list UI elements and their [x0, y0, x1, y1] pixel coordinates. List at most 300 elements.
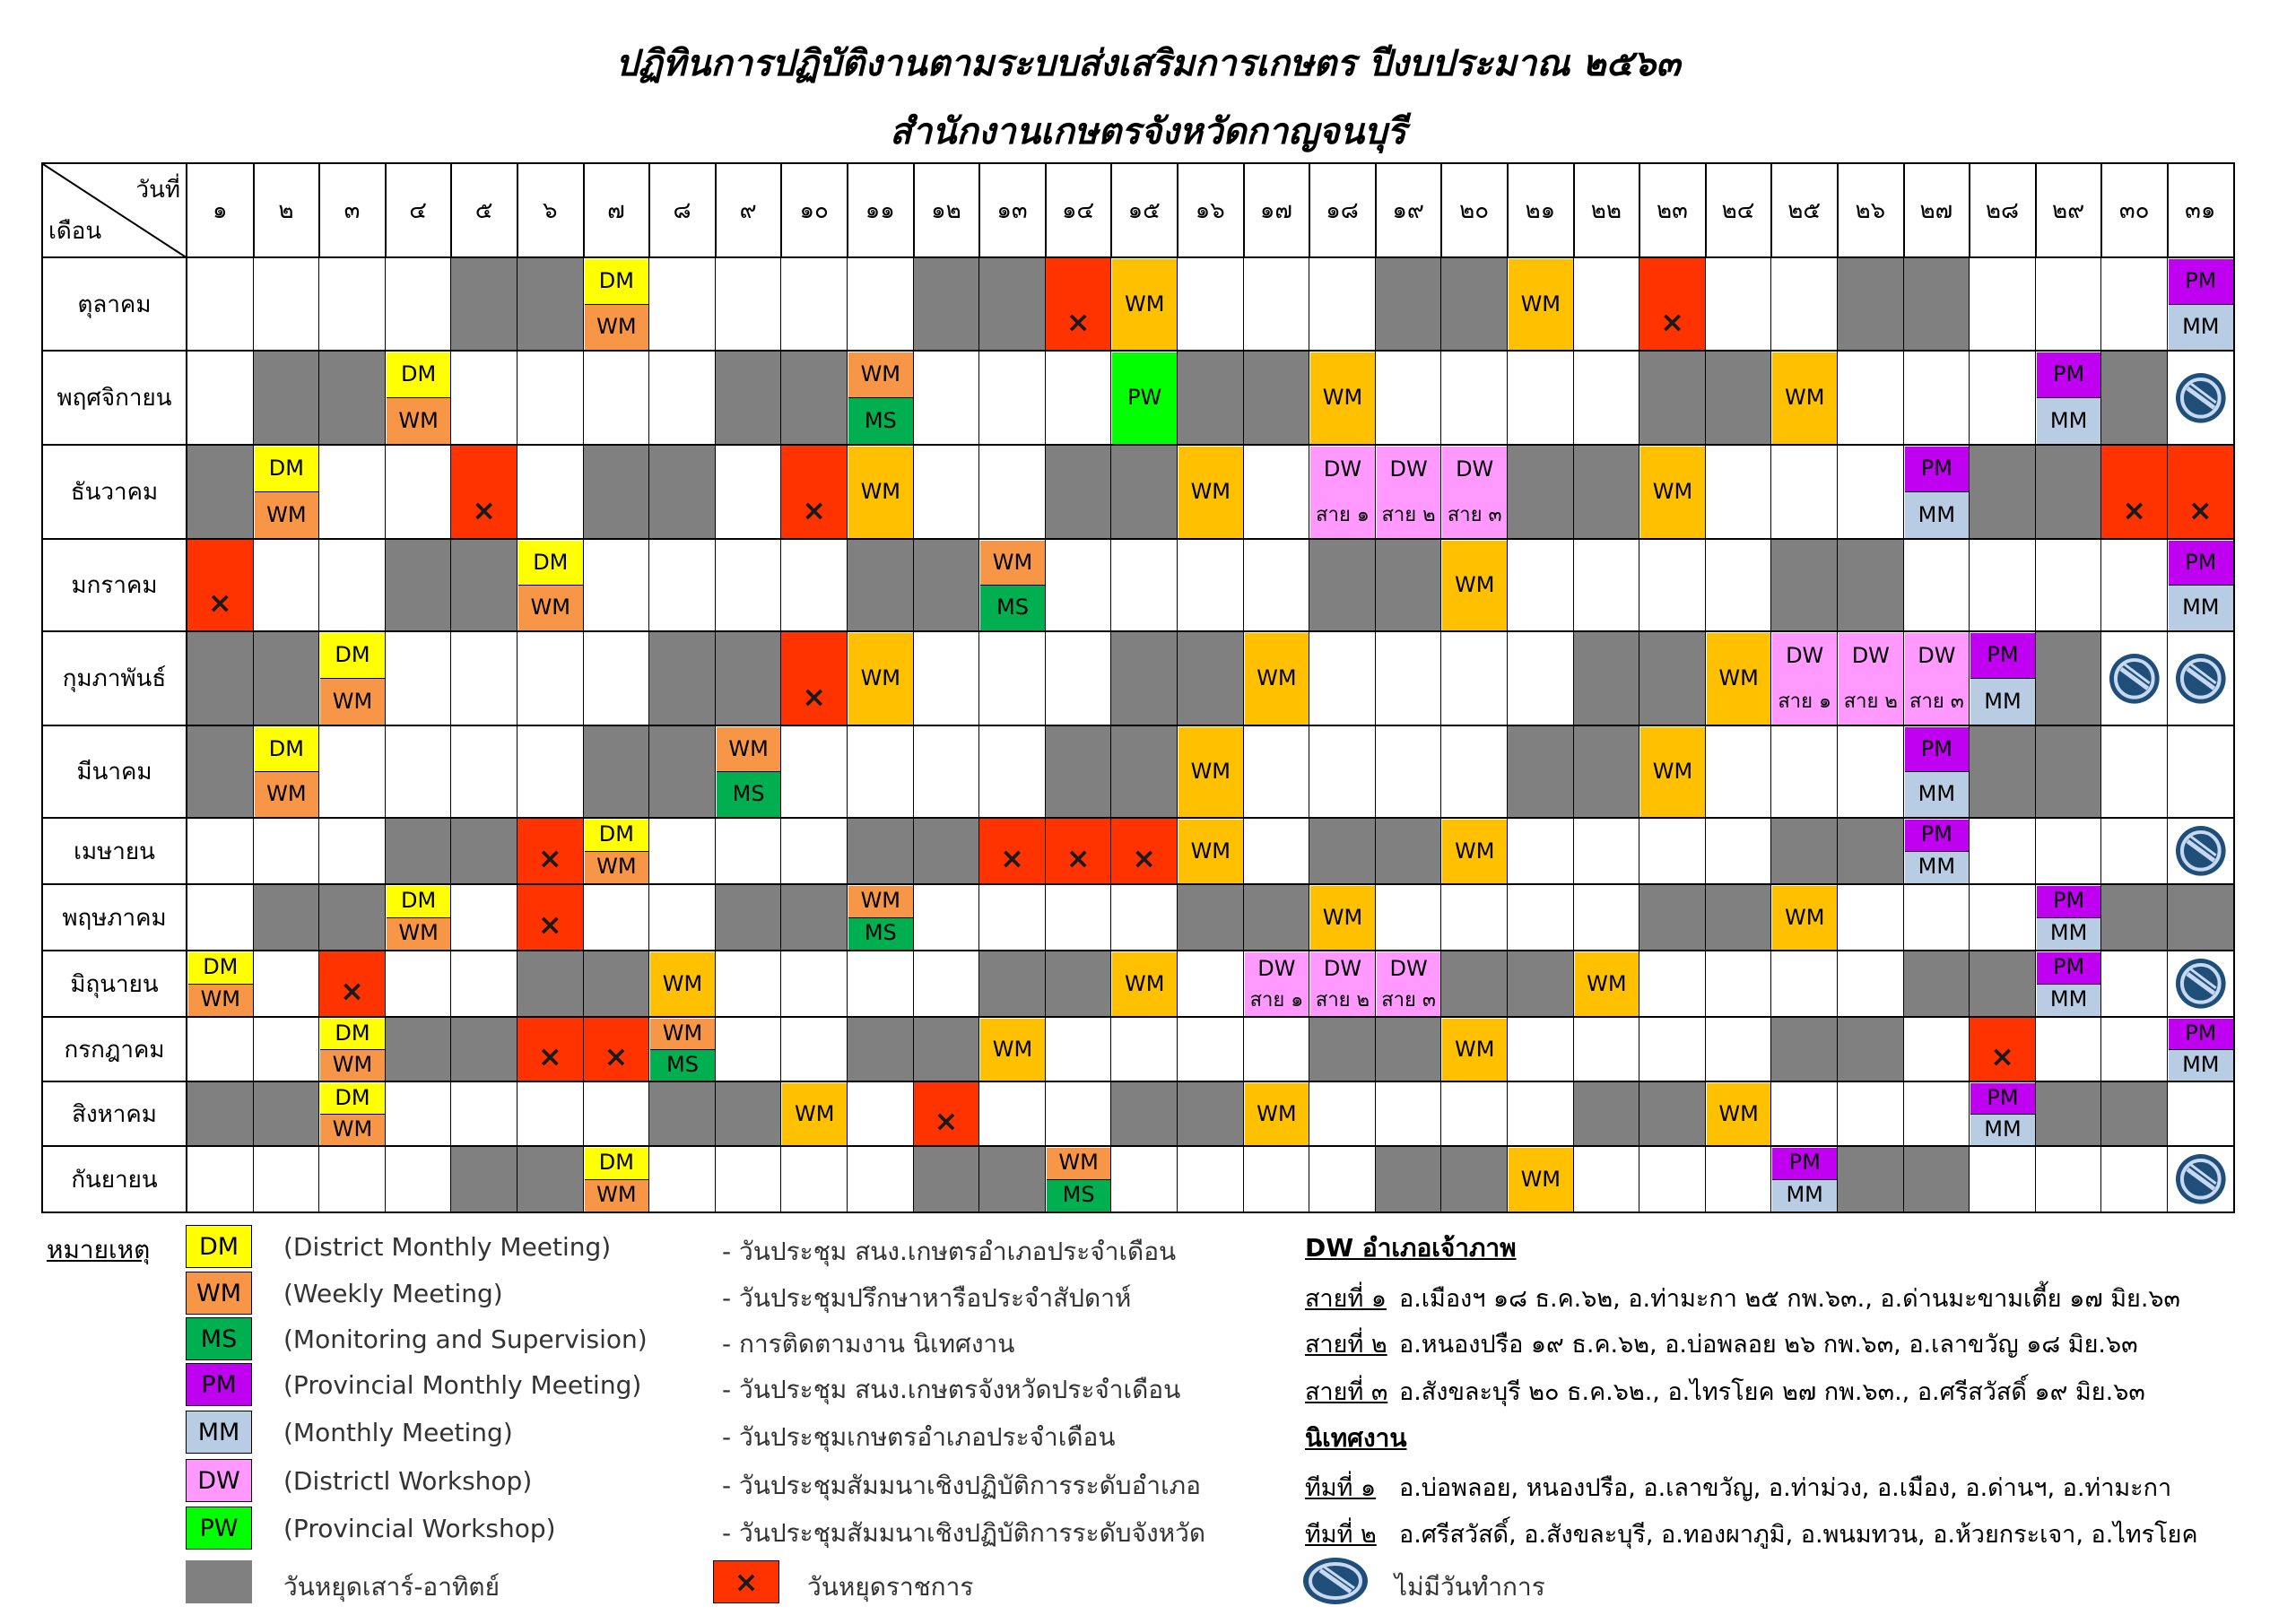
day-cell: [979, 1147, 1047, 1213]
day-cell: [1904, 540, 1971, 632]
event-code: WM: [1322, 904, 1363, 930]
day-cell: [2168, 951, 2235, 1018]
day-cell: [649, 632, 717, 726]
event-code: MM: [2182, 1051, 2220, 1077]
event-dw: [1442, 447, 1507, 538]
day-cell: [187, 885, 255, 951]
day-number: ๑๖: [1195, 197, 1225, 224]
legend-swatch-mm: [186, 1411, 252, 1454]
event-wm: [717, 727, 781, 772]
event-code: WM: [1124, 970, 1165, 996]
event-mm: [1772, 1180, 1837, 1212]
day-cell: [1441, 258, 1509, 352]
day-cell: [979, 446, 1047, 540]
day-cell: [187, 352, 255, 446]
event-pw: [1112, 352, 1177, 444]
day-cell: [914, 1082, 981, 1147]
event-wm: [1509, 259, 1573, 350]
event-route: สาย ๒: [1315, 989, 1370, 1012]
dw-label: สายที่ ๒: [1305, 1331, 1387, 1359]
day-cell: [517, 446, 585, 540]
day-header-cell: [649, 162, 717, 258]
legend-swatch-dm: [186, 1225, 252, 1268]
day-cell: [1441, 885, 1509, 951]
day-cell: [848, 1147, 915, 1213]
day-cell: [1376, 819, 1443, 885]
day-cell: [1376, 352, 1443, 446]
month-name: มกราคม: [71, 572, 158, 599]
day-cell: [1376, 1082, 1443, 1147]
day-cell: [1706, 446, 1773, 540]
day-cell: [781, 632, 848, 726]
day-cell: [979, 726, 1047, 819]
day-cell: [1441, 352, 1509, 446]
event-code: WM: [860, 361, 901, 387]
day-cell: [2036, 540, 2103, 632]
month-axis-label: เดือน: [48, 218, 102, 245]
day-header-cell: [716, 162, 783, 258]
day-cell: [1574, 1018, 1641, 1082]
noworkday-icon: [2168, 1147, 2233, 1211]
day-cell: [781, 540, 848, 632]
page-title: ปฏิทินการปฏิบัติงานตามระบบส่งเสริมการเกษตร ปีงบประมาณ ๒๕๖๓: [615, 43, 1681, 84]
day-number: ๑๐: [799, 197, 829, 224]
day-cell: [914, 1147, 981, 1213]
day-header-cell: [1376, 162, 1443, 258]
day-cell: [1178, 1147, 1245, 1213]
event-dm: [585, 820, 649, 852]
holiday-x-icon: ×: [1065, 841, 1091, 876]
day-cell: [2036, 1147, 2103, 1213]
day-cell: [1706, 352, 1773, 446]
legend-swatch-dw: [186, 1459, 252, 1502]
day-cell: [1309, 726, 1377, 819]
ms-heading: นิเทศงาน: [1305, 1423, 1407, 1453]
event-dm: [188, 952, 253, 985]
day-cell: [1508, 951, 1575, 1018]
event-dm: [255, 727, 319, 772]
event-code: WM: [992, 549, 1033, 575]
day-number: ๘: [673, 197, 691, 224]
day-cell: [1838, 885, 1905, 951]
event-mm: [2037, 985, 2101, 1017]
day-cell: [1178, 352, 1245, 446]
event-pm: [1905, 447, 1970, 492]
day-cell: [1771, 951, 1839, 1018]
day-cell: [386, 1082, 453, 1147]
day-header-cell: [1771, 162, 1839, 258]
legend-noworkday-label: ไม่มีวันทำการ: [1395, 1572, 1545, 1602]
day-cell: [649, 258, 717, 352]
legend-english: (Monitoring and Supervision): [283, 1324, 648, 1354]
holiday-x-icon: ×: [604, 1038, 629, 1073]
day-cell: [1639, 1018, 1707, 1082]
event-pm: [2169, 541, 2233, 586]
day-cell: [1706, 258, 1773, 352]
event-ms: [848, 918, 913, 951]
event-dw: [1377, 447, 1441, 538]
ms-label: ทีมที่ ๑: [1305, 1474, 1377, 1502]
day-cell: [2101, 1147, 2169, 1213]
day-cell: [1706, 1018, 1773, 1082]
day-cell: [1838, 446, 1905, 540]
event-pm: [2169, 1019, 2233, 1050]
day-number: ๒๑: [1525, 197, 1556, 224]
day-cell: [1178, 632, 1245, 726]
day-cell: [1441, 632, 1509, 726]
day-number: ๑๑: [865, 197, 895, 224]
event-code: WM: [662, 1020, 703, 1046]
event-wm: [320, 679, 385, 725]
month-label-cell: [41, 726, 187, 819]
event-code: DW: [1389, 955, 1428, 981]
holiday-x-icon: ×: [1065, 304, 1091, 339]
month-name: กุมภาพันธ์: [62, 665, 167, 692]
day-cell: [1639, 885, 1707, 951]
day-cell: [517, 352, 585, 446]
event-code: WM: [1718, 665, 1759, 691]
day-cell: [1574, 446, 1641, 540]
day-cell: [2101, 951, 2169, 1018]
day-cell: [517, 726, 585, 819]
day-cell: [716, 632, 783, 726]
legend-code: PW: [199, 1514, 239, 1542]
day-number: ๓: [344, 197, 361, 224]
day-header-cell: [1639, 162, 1707, 258]
event-wm: [848, 352, 913, 398]
day-cell: [319, 540, 387, 632]
day-cell: [1244, 819, 1311, 885]
month-label-cell: [41, 540, 187, 632]
event-ms: [1047, 1180, 1111, 1212]
event-wm: [1112, 952, 1177, 1016]
day-cell: [1376, 540, 1443, 632]
day-cell: [1244, 258, 1311, 352]
event-code: DW: [1323, 955, 1362, 981]
event-mm: [1905, 852, 1970, 884]
event-code: DW: [1456, 456, 1494, 482]
day-cell: [254, 632, 321, 726]
event-code: PW: [1127, 385, 1162, 411]
day-cell: [781, 885, 848, 951]
day-cell: [1046, 951, 1113, 1018]
day-cell: [716, 885, 783, 951]
day-cell: [1639, 951, 1707, 1018]
event-code: DM: [335, 1020, 370, 1046]
day-header-cell: [584, 162, 651, 258]
event-code: DM: [401, 888, 437, 914]
event-route: สาย ๒: [1381, 504, 1436, 527]
day-number: ๙: [739, 197, 757, 224]
event-code: DM: [598, 1150, 634, 1176]
event-code: PM: [2185, 267, 2217, 293]
day-cell: [584, 951, 651, 1018]
day-cell: [254, 819, 321, 885]
noworkday-icon: [2168, 951, 2233, 1016]
day-cell: [649, 819, 717, 885]
event-mm: [1970, 1115, 2035, 1146]
event-wm: [1772, 352, 1837, 444]
day-cell: [517, 951, 585, 1018]
legend-thai: - วันประชุม สนง.เกษตรอำเภอประจำเดือน: [722, 1237, 1177, 1266]
event-dm: [518, 541, 583, 586]
day-cell: [1111, 885, 1178, 951]
event-wm: [1707, 633, 1771, 725]
day-number: ๒๗: [1919, 197, 1953, 224]
day-cell: [254, 1018, 321, 1082]
day-number: ๑๘: [1326, 197, 1359, 224]
day-cell: [1838, 258, 1905, 352]
day-cell: [319, 1147, 387, 1213]
day-cell: [2036, 1018, 2103, 1082]
event-wm: [980, 1019, 1045, 1081]
day-cell: [187, 632, 255, 726]
day-header-cell: [781, 162, 848, 258]
day-cell: [1508, 540, 1575, 632]
holiday-x-icon: ×: [1990, 1038, 2014, 1073]
day-cell: [1970, 1018, 2037, 1082]
event-code: MS: [666, 1051, 699, 1077]
event-wm: [848, 886, 913, 918]
event-code: WM: [1652, 759, 1693, 785]
month-name: กันยายน: [71, 1166, 158, 1194]
day-cell: [1441, 951, 1509, 1018]
day-cell: [1639, 540, 1707, 632]
event-code: PM: [2185, 549, 2217, 575]
holiday-x-icon: ×: [1132, 841, 1157, 876]
day-number: ๑๔: [1062, 197, 1095, 224]
day-cell: [716, 1082, 783, 1147]
event-code: WM: [1454, 572, 1495, 598]
day-cell: [1111, 540, 1178, 632]
event-code: DW: [1851, 643, 1890, 669]
day-header-cell: [451, 162, 518, 258]
day-cell: [1178, 1082, 1245, 1147]
day-cell: [1508, 1082, 1575, 1147]
event-dm: [585, 1148, 649, 1180]
day-cell: [848, 540, 915, 632]
day-cell: [1309, 632, 1377, 726]
holiday-x-icon: ×: [1000, 841, 1024, 876]
day-cell: [2101, 819, 2169, 885]
event-code: DM: [598, 821, 634, 847]
day-cell: [254, 885, 321, 951]
event-code: DM: [533, 549, 569, 575]
day-cell: [649, 726, 717, 819]
day-number: ๑๒: [931, 197, 961, 224]
event-wm: [1575, 952, 1639, 1016]
day-cell: [1771, 258, 1839, 352]
day-cell: [979, 1082, 1047, 1147]
event-code: WM: [332, 1116, 373, 1142]
day-header-cell: [848, 162, 915, 258]
day-header-cell: [914, 162, 981, 258]
day-cell: [1244, 540, 1311, 632]
event-wm: [585, 305, 649, 351]
event-wm: [387, 398, 451, 444]
ms-text: อ.บ่อพลอย, หนองปรือ, อ.เลาขวัญ, อ.ท่าม่วง, อ.เมือง, อ.ด่านฯ, อ.ท่ามะกา: [1399, 1474, 2172, 1502]
day-cell: [781, 1147, 848, 1213]
day-cell: [584, 446, 651, 540]
day-cell: [1376, 1147, 1443, 1213]
day-cell: [1574, 352, 1641, 446]
day-cell: [1309, 258, 1377, 352]
day-cell: [781, 726, 848, 819]
day-cell: [386, 951, 453, 1018]
event-code: WM: [860, 665, 901, 691]
event-code: PM: [1920, 735, 1952, 761]
day-number: ๓๐: [2118, 197, 2150, 224]
day-cell: [584, 632, 651, 726]
event-code: MM: [1984, 1116, 2022, 1142]
day-cell: [914, 632, 981, 726]
day-cell: [2101, 726, 2169, 819]
day-cell: [1046, 632, 1113, 726]
legend-english: (Provincial Monthly Meeting): [283, 1370, 642, 1400]
day-cell: [1639, 819, 1707, 885]
day-header-cell: [1441, 162, 1509, 258]
day-cell: [1309, 540, 1377, 632]
day-cell: [914, 446, 981, 540]
day-cell: [848, 1018, 915, 1082]
event-code: WM: [332, 1051, 373, 1077]
holiday-x-icon: ×: [802, 492, 827, 527]
event-code: WM: [596, 1182, 637, 1208]
day-cell: [716, 819, 783, 885]
day-cell: [2036, 258, 2103, 352]
day-cell: [1244, 726, 1311, 819]
day-cell: [187, 446, 255, 540]
month-name: เมษายน: [74, 838, 155, 865]
event-code: WM: [1784, 904, 1825, 930]
day-number: ๒๔: [1721, 197, 1755, 224]
day-number: ๒๒: [1590, 197, 1622, 224]
dw-label: สายที่ ๑: [1305, 1285, 1387, 1313]
day-number: ๒๖: [1855, 197, 1886, 224]
event-route: สาย ๑: [1249, 989, 1304, 1012]
event-route: สาย ๓: [1909, 690, 1964, 714]
holiday-x-icon: ×: [537, 908, 562, 942]
day-cell: [517, 632, 585, 726]
day-cell: [2101, 446, 2169, 540]
event-code: WM: [1520, 1166, 1561, 1192]
day-cell: [914, 540, 981, 632]
day-cell: [1838, 540, 1905, 632]
dw-heading: DW อำเภอเจ้าภาพ: [1305, 1233, 1517, 1263]
event-code: MM: [2182, 595, 2220, 621]
day-cell: [1178, 951, 1245, 1018]
event-code: PM: [2185, 1020, 2217, 1046]
day-cell: [1046, 540, 1113, 632]
event-code: DM: [335, 1084, 370, 1110]
day-cell: [1904, 885, 1971, 951]
day-cell: [979, 352, 1047, 446]
day-cell: [1178, 258, 1245, 352]
event-code: WM: [1257, 665, 1297, 691]
noworkday-icon: [2101, 632, 2167, 725]
event-wm: [255, 772, 319, 817]
event-code: MM: [1918, 501, 1956, 527]
event-code: WM: [266, 781, 307, 807]
event-code: WM: [596, 854, 637, 880]
day-cell: [1970, 951, 2037, 1018]
day-cell: [1441, 1082, 1509, 1147]
day-cell: [1508, 352, 1575, 446]
holiday-x-icon: ×: [472, 492, 497, 527]
day-cell: [2101, 540, 2169, 632]
event-dm: [255, 447, 319, 492]
month-name: สิงหาคม: [72, 1100, 157, 1128]
day-header-cell: [1970, 162, 2037, 258]
holiday-x-icon: ×: [340, 974, 364, 1009]
day-cell: [1838, 1147, 1905, 1213]
event-dw: [1772, 633, 1837, 725]
legend-heading: หมายเหตุ: [47, 1235, 151, 1264]
event-wm: [1178, 447, 1243, 538]
page-subtitle: สำนักงานเกษตรจังหวัดกาญจนบุรี: [890, 111, 1406, 152]
day-header-cell: [2168, 162, 2235, 258]
legend-code: DW: [197, 1466, 240, 1495]
day-cell: [1309, 1147, 1377, 1213]
event-code: DW: [1323, 456, 1362, 482]
noworkday-icon: [2168, 352, 2233, 444]
day-number: ๒๙: [2052, 197, 2085, 224]
day-cell: [2036, 819, 2103, 885]
event-code: WM: [1124, 291, 1165, 317]
day-cell: [1508, 819, 1575, 885]
event-code: WM: [1454, 1036, 1495, 1062]
day-cell: [649, 446, 717, 540]
day-cell: [319, 726, 387, 819]
day-cell: [1046, 726, 1113, 819]
day-cell: [1376, 632, 1443, 726]
day-header-cell: [1178, 162, 1245, 258]
event-dw: [1377, 952, 1441, 1016]
legend-swatch-pm: [186, 1363, 252, 1406]
day-cell: [979, 258, 1047, 352]
day-cell: [517, 1147, 585, 1213]
day-cell: [1508, 1018, 1575, 1082]
day-cell: [1441, 726, 1509, 819]
day-cell: [1244, 885, 1311, 951]
day-cell: [649, 540, 717, 632]
day-number: ๗: [607, 197, 625, 224]
event-code: WM: [398, 407, 439, 433]
event-wm: [1112, 259, 1177, 350]
day-cell: [451, 726, 518, 819]
legend-noworkday-icon: [1300, 1556, 1370, 1606]
event-wm: [782, 1083, 847, 1145]
event-code: WM: [1520, 291, 1561, 317]
event-dw: [1905, 633, 1970, 725]
day-cell: [1970, 352, 2037, 446]
day-cell: [1838, 726, 1905, 819]
day-cell: [254, 1147, 321, 1213]
day-cell: [187, 1147, 255, 1213]
event-code: PM: [1920, 456, 1952, 482]
event-code: WM: [200, 986, 241, 1012]
holiday-x-icon: ×: [1660, 304, 1684, 339]
day-cell: [914, 885, 981, 951]
day-cell: [254, 540, 321, 632]
holiday-x-icon: ×: [537, 841, 562, 876]
event-wm: [585, 1180, 649, 1212]
event-pm: [2037, 886, 2101, 918]
event-code: WM: [662, 970, 703, 996]
day-cell: [1046, 258, 1113, 352]
event-code: MM: [1918, 781, 1956, 807]
day-cell: [979, 819, 1047, 885]
